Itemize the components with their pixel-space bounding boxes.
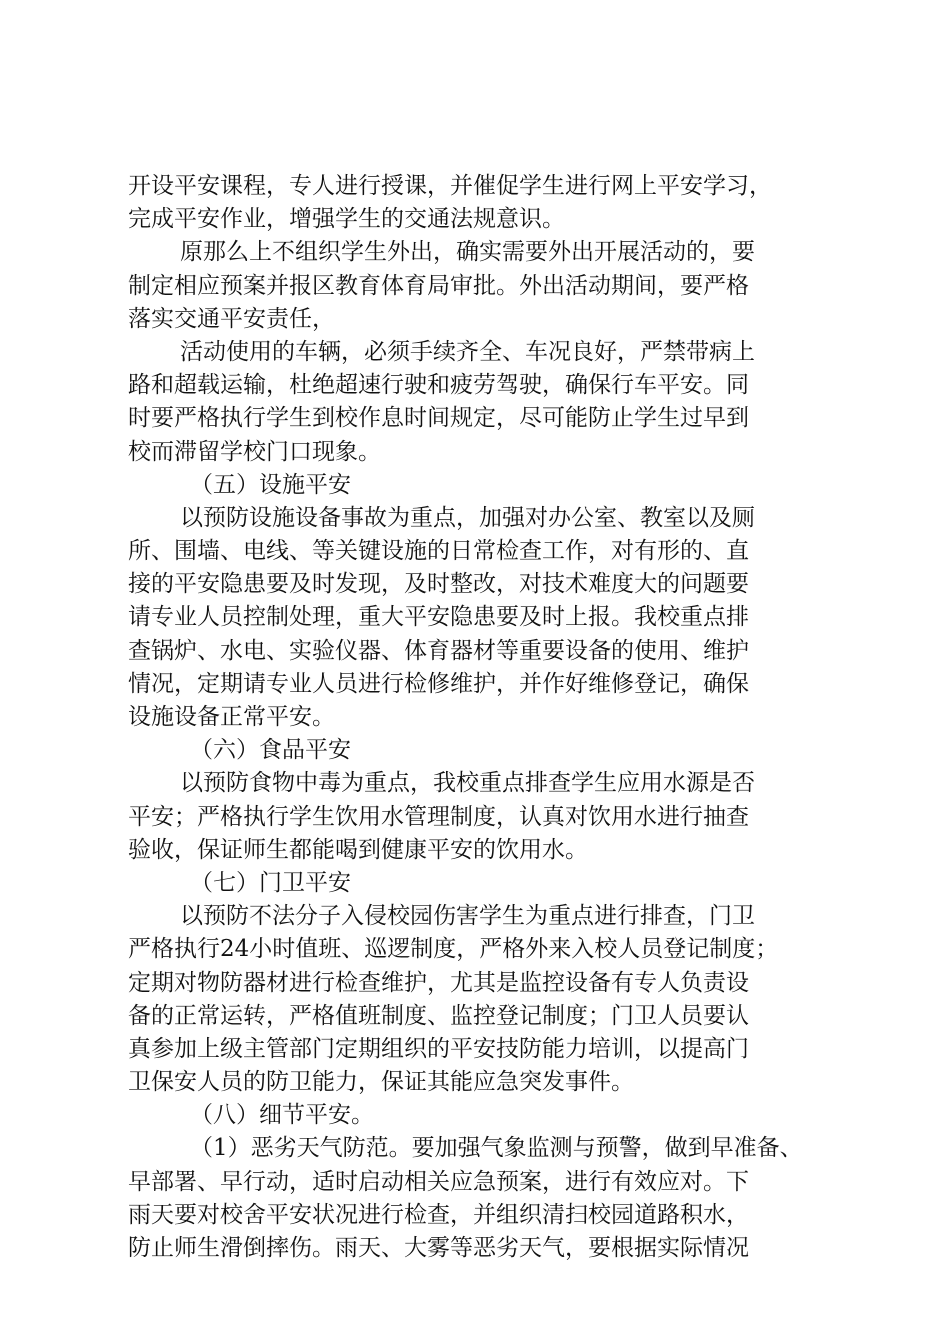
text-line: 校而滞留学校门口现象。 <box>128 438 381 465</box>
section-heading-line: （五）设施平安 <box>190 471 351 498</box>
section-heading-line: （七）门卫平安 <box>190 869 351 896</box>
section-heading-line: （1）恶劣天气防范。要加强气象监测与预警，做到早准备、 <box>190 1135 803 1162</box>
text-line: 早部署、早行动，适时启动相关应急预案，进行有效应对。下 <box>128 1168 749 1195</box>
text-line: 所、围墙、电线、等关键设施的日常检查工作，对有形的、直 <box>128 538 749 565</box>
section-heading-line: （六）食品平安 <box>190 737 351 764</box>
text-line: 制定相应预案并报区教育体育局审批。外出活动期间，要严格 <box>128 272 749 299</box>
text-line: 开设平安课程，专人进行授课，并催促学生进行网上平安学习， <box>128 173 772 199</box>
section-heading-line: （八）细节平安。 <box>190 1102 374 1129</box>
text-line: 情况，定期请专业人员进行检修维护，并作好维修登记，确保 <box>128 670 749 697</box>
text-line: 真参加上级主管部门定期组织的平安技防能力培训，以提高门 <box>128 1035 749 1062</box>
text-line: 查锅炉、水电、实验仪器、体育器材等重要设备的使用、维护 <box>128 637 749 664</box>
text-line: 以预防不法分子入侵校园伤害学生为重点进行排查，门卫 <box>180 903 755 930</box>
text-line: 请专业人员控制处理，重大平安隐患要及时上报。我校重点排 <box>128 604 749 631</box>
text-line: 接的平安隐患要及时发现，及时整改，对技术难度大的问题要 <box>128 571 749 598</box>
text-line: 路和超载运输，杜绝超速行驶和疲劳驾驶，确保行车平安。同 <box>128 372 749 399</box>
text-line: 防止师生滑倒摔伤。雨天、大雾等恶劣天气，要根据实际情况 <box>128 1235 749 1261</box>
text-line: 完成平安作业，增强学生的交通法规意识。 <box>128 206 565 233</box>
text-line: 设施设备正常平安。 <box>128 704 335 730</box>
text-line: 以预防设施设备事故为重点，加强对办公室、教室以及厕 <box>180 504 755 531</box>
text-line: 定期对物防器材进行检查维护，尤其是监控设备有专人负责设 <box>128 969 749 996</box>
text-line: 活动使用的车辆，必须手续齐全、车况良好，严禁带病上 <box>180 338 755 365</box>
document-body <box>128 170 848 1265</box>
text-line: 验收，保证师生都能喝到健康平安的饮用水。 <box>128 836 588 863</box>
text-line: 原那么上不组织学生外出，确实需要外出开展活动的，要 <box>180 239 755 266</box>
text-line: 备的正常运转，严格值班制度、监控登记制度；门卫人员要认 <box>128 1002 749 1029</box>
text-line: 严格执行24小时值班、巡逻制度，严格外来入校人员登记制度； <box>128 936 779 963</box>
text-line: 落实交通平安责任， <box>128 305 335 332</box>
text-line: 时要严格执行学生到校作息时间规定，尽可能防止学生过早到 <box>128 405 749 432</box>
text-line: 卫保安人员的防卫能力，保证其能应急突发事件。 <box>128 1069 634 1096</box>
text-line: 平安；严格执行学生饮用水管理制度，认真对饮用水进行抽查 <box>128 803 749 830</box>
text-line: 雨天要对校舍平安状况进行检查，并组织清扫校园道路积水， <box>128 1201 749 1228</box>
text-line: 以预防食物中毒为重点，我校重点排查学生应用水源是否 <box>180 770 755 797</box>
